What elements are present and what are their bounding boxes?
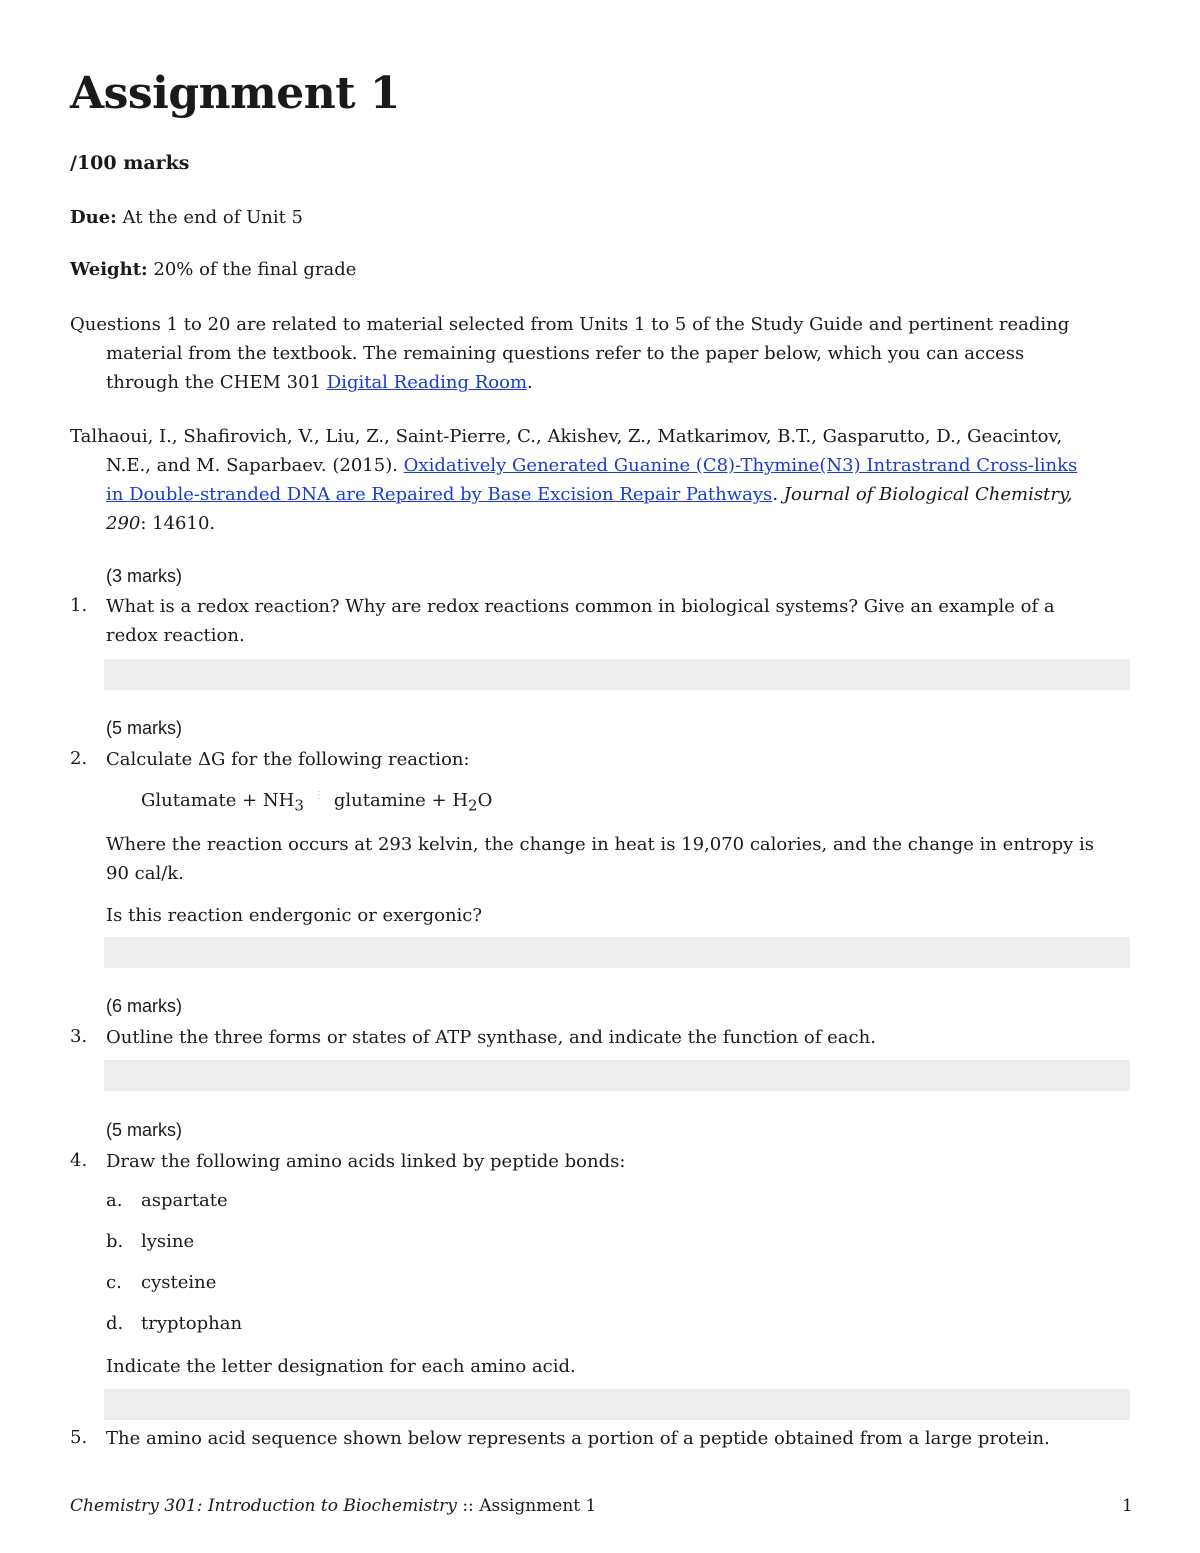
q4-marks: (5 marks) — [106, 1120, 182, 1140]
intro-line-1: Questions 1 to 20 are related to material selected from Units 1 to 5 of the Study Guide and pertinent reading — [70, 314, 1070, 335]
q1-line-1: What is a redox reaction? Why are redox reactions common in biological systems? Give an example of a — [106, 596, 1055, 617]
page-footer — [70, 1496, 596, 1516]
q2-reaction — [141, 790, 492, 815]
weight-line — [70, 259, 356, 280]
q2-detail-line-2: 90 cal/k. — [106, 863, 184, 884]
intro-paragraph — [70, 310, 1130, 397]
reaction-reactants: Glutamate + NH — [141, 790, 295, 811]
paper-title-link-part-1[interactable]: Oxidatively Generated Guanine (C8)-Thymine(N3) Intrastrand Cross-links — [403, 455, 1078, 476]
q2-detail-line-1: Where the reaction occurs at 293 kelvin, the change in heat is 19,070 calories, and the change in entropy is — [106, 834, 1095, 855]
due-value: At the end of Unit 5 — [122, 207, 304, 228]
q5-text: The amino acid sequence shown below represents a portion of a peptide obtained from a large protein. — [106, 1428, 1050, 1449]
q4-followup: Indicate the letter designation for each amino acid. — [106, 1356, 576, 1377]
paper-title-link-part-2[interactable]: in Double-stranded DNA are Repaired by Base Excision Repair Pathways — [106, 484, 773, 505]
citation-paragraph — [70, 422, 1130, 538]
q4-item-a — [106, 1190, 228, 1211]
due-line — [70, 207, 303, 228]
reaction-product-subscript: 2 — [468, 796, 478, 815]
intro-line-3-text: through the CHEM 301 — [106, 372, 327, 393]
q2-followup: Is this reaction endergonic or exergonic? — [106, 905, 483, 926]
citation-period: . — [772, 484, 784, 505]
q4-item-c — [106, 1272, 216, 1293]
citation-line-4 — [70, 509, 1130, 538]
item-text: aspartate — [141, 1190, 228, 1211]
q3-number: 3. — [70, 1026, 88, 1047]
journal-volume: 290 — [106, 513, 141, 534]
q4-answer-field[interactable] — [104, 1389, 1130, 1420]
reaction-product-end: O — [477, 790, 493, 811]
q1-answer-field[interactable] — [104, 659, 1130, 690]
due-label: Due: — [70, 207, 117, 228]
reaction-products: glutamine + H — [333, 790, 469, 811]
q4-number: 4. — [70, 1150, 88, 1171]
q2-number: 2. — [70, 748, 88, 769]
q3-text: Outline the three forms or states of ATP synthase, and indicate the function of each. — [106, 1027, 876, 1048]
q2-marks: (5 marks) — [106, 718, 182, 738]
item-text: lysine — [141, 1231, 195, 1252]
reaction-arrow-icon: ⋮ — [313, 790, 324, 801]
journal-name: Journal of Biological Chemistry, — [783, 484, 1073, 505]
q1-marks: (3 marks) — [106, 566, 182, 586]
item-letter: b. — [106, 1231, 124, 1252]
q4-item-b — [106, 1231, 194, 1252]
citation-line-1: Talhaoui, I., Shafirovich, V., Liu, Z., Saint-Pierre, C., Akishev, Z., Matkarimov, B.T., Gasparutto, D., Geacintov, — [70, 426, 1063, 447]
intro-line-3-end: . — [527, 372, 533, 393]
q1-text — [106, 592, 1055, 650]
q3-marks: (6 marks) — [106, 996, 182, 1016]
weight-label: Weight: — [70, 259, 148, 280]
reaction-reactant-subscript: 3 — [294, 796, 304, 815]
page-title: Assignment 1 — [70, 68, 400, 119]
q2-answer-field[interactable] — [104, 937, 1130, 968]
q3-answer-field[interactable] — [104, 1060, 1130, 1091]
total-marks: /100 marks — [70, 152, 190, 174]
citation-line-3 — [70, 480, 1130, 509]
q4-item-d — [106, 1313, 242, 1334]
page-number: 1 — [1122, 1496, 1133, 1516]
citation-authors-end: N.E., and M. Saparbaev. (2015). — [106, 455, 404, 476]
q4-text: Draw the following amino acids linked by peptide bonds: — [106, 1151, 626, 1172]
q1-number: 1. — [70, 595, 88, 616]
q5-number: 5. — [70, 1427, 88, 1448]
q2-text: Calculate ΔG for the following reaction: — [106, 749, 470, 770]
digital-reading-room-link[interactable]: Digital Reading Room — [326, 372, 528, 393]
footer-course: Chemistry 301: Introduction to Biochemistry — [70, 1496, 457, 1516]
item-text: cysteine — [141, 1272, 217, 1293]
journal-pages: : 14610. — [140, 513, 216, 534]
intro-line-2: material from the textbook. The remaining questions refer to the paper below, which you can access — [106, 343, 1025, 364]
intro-line-3 — [70, 368, 1130, 397]
item-text: tryptophan — [141, 1313, 243, 1334]
footer-doc: Assignment 1 — [479, 1496, 597, 1516]
q1-line-2: redox reaction. — [106, 625, 245, 646]
item-letter: a. — [106, 1190, 123, 1211]
item-letter: d. — [106, 1313, 124, 1334]
weight-value: 20% of the final grade — [153, 259, 357, 280]
item-letter: c. — [106, 1272, 122, 1293]
citation-line-2 — [70, 451, 1130, 480]
q2-details — [106, 830, 1094, 888]
footer-separator: :: — [456, 1496, 480, 1516]
